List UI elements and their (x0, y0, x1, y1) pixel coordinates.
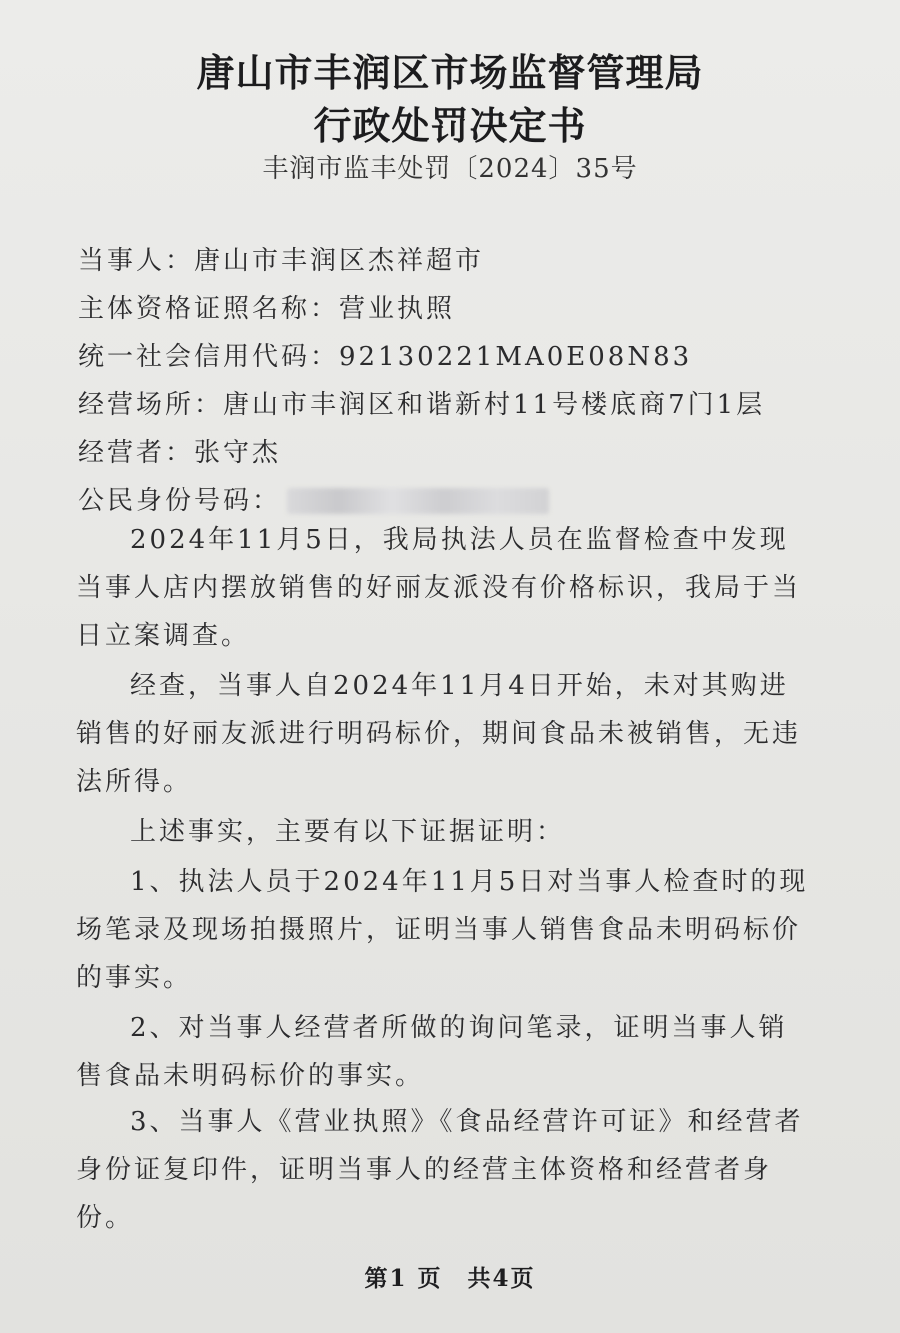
paragraph-evidence-intro: 上述事实，主要有以下证据证明： (130, 817, 566, 847)
license-type: 主体资格证照名称：营业执照 (78, 294, 456, 324)
evidence-item-1: 1、执法人员于2024年11月5日对当事人检查时的现场笔录及现场拍摄照片，证明当事人销售食品未明码标价的事实。 (76, 867, 809, 993)
party-name: 当事人：唐山市丰润区杰祥超市 (78, 246, 485, 276)
operator-name: 经营者：张守杰 (78, 438, 282, 468)
evidence-item-3: 3、当事人《营业执照》《食品经营许可证》和经营者身份证复印件，证明当事人的经营主体资格和经营者身份。 (76, 1107, 804, 1233)
paragraph-discovery: 2024年11月5日，我局执法人员在监督检查中发现当事人店内摆放销售的好丽友派没有价格标识，我局于当日立案调查。 (76, 525, 802, 651)
page-number: 第1 页 共4页 (364, 1265, 536, 1292)
business-address: 经营场所：唐山市丰润区和谐新村11号楼底商7门1层 (78, 390, 766, 420)
redacted-id-number (287, 488, 549, 514)
document-number: 丰润市监丰处罚〔2024〕35号 (262, 154, 638, 184)
credit-code: 统一社会信用代码：92130221MA0E08N83 (78, 342, 693, 372)
id-number-row (78, 480, 549, 517)
id-number-label: 公民身份号码： (78, 486, 282, 516)
document-title-agency: 唐山市丰润区市场监督管理局 (196, 50, 704, 95)
document-title-type: 行政处罚决定书 (313, 103, 587, 148)
evidence-item-2: 2、对当事人经营者所做的询问笔录，证明当事人销售食品未明码标价的事实。 (76, 1013, 788, 1091)
paragraph-investigation: 经查，当事人自2024年11月4日开始，未对其购进销售的好丽友派进行明码标价，期间食品未被销售，无违法所得。 (76, 671, 802, 797)
